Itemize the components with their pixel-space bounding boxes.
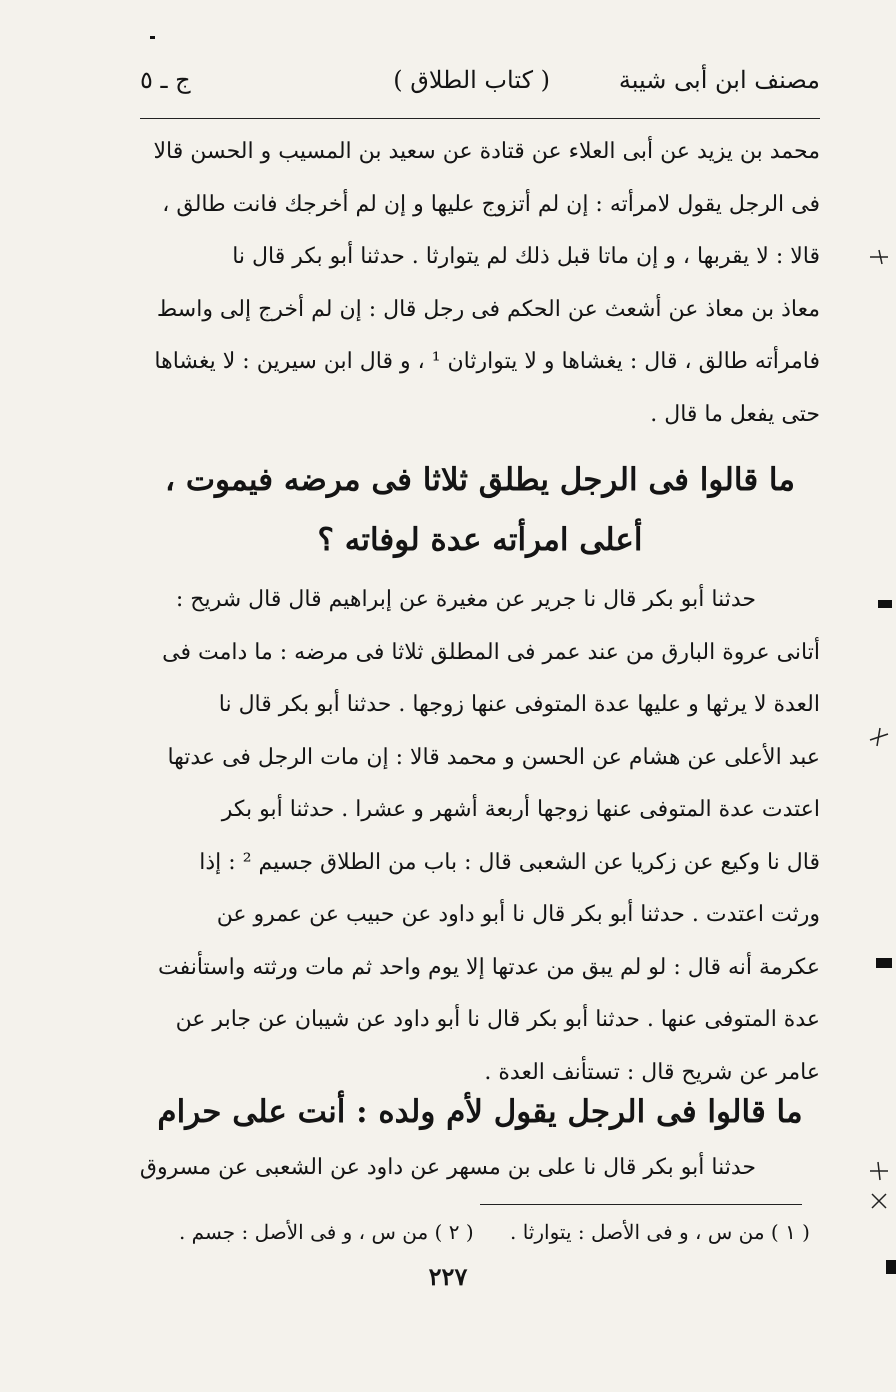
text-line: فى الرجل يقول لامرأته : إن لم أتزوج عليها و إن لم أخرجك فانت طالق ، — [162, 191, 820, 217]
text-line: اعتدت عدة المتوفى عنها زوجها أربعة أشهر و عشرا . حدثنا أبو بكر — [221, 797, 820, 822]
text-line: عامر عن شريح قال : تستأنف العدة . — [484, 1059, 820, 1085]
heading-line: ما قالوا فى الرجل يطلق ثلاثا فى مرضه فيموت ، — [165, 462, 795, 498]
registration-mark-icon — [868, 1160, 890, 1182]
text-line: العدة لا يرثها و عليها عدة المتوفى عنها زوجها . حدثنا أبو بكر قال نا — [218, 692, 820, 717]
text-line: عبد الأعلى عن هشام عن الحسن و محمد قالا : إن مات الرجل فى عدتها — [167, 744, 820, 770]
text-line: حدثنا أبو بكر قال نا على بن مسهر عن داود عن الشعبى عن مسروق — [140, 1155, 756, 1180]
running-header — [140, 66, 820, 110]
heading-line: أعلى امرأته عدة لوفاته ؟ — [317, 522, 643, 558]
heading-line: ما قالوا فى الرجل يقول لأم ولده : أنت على حرام — [157, 1094, 803, 1130]
section-heading-2 — [140, 1084, 820, 1140]
volume-label: ج ـ ٥ — [140, 66, 191, 94]
scan-speck — [150, 36, 155, 39]
text-line: عدة المتوفى عنها . حدثنا أبو بكر قال نا أبو داود عن شيبان عن جابر عن — [175, 1007, 820, 1032]
page-number: ٢٢٧ — [428, 1262, 468, 1291]
text-line: أتانى عروة البارق من عند عمر فى المطلق ثلاثا فى مرضه : ما دامت فى — [162, 639, 820, 665]
text-line: ورثت اعتدت . حدثنا أبو بكر قال نا أبو داود عن حبيب عن عمرو عن — [216, 902, 820, 927]
footnote-1: ( ١ ) من س ، و فى الأصل : يتوارثا . — [510, 1220, 810, 1244]
text-line: فامرأته طالق ، قال : يغشاها و لا يتوارثان ¹ ، و قال ابن سيرين : لا يغشاها — [154, 349, 820, 374]
chapter-title: ( كتاب الطلاق ) — [393, 66, 550, 94]
header-rule — [140, 118, 820, 119]
paragraph-2 — [140, 574, 820, 1099]
footnote-rule — [480, 1204, 802, 1205]
margin-mark — [876, 958, 892, 968]
registration-mark-icon — [868, 726, 890, 748]
book-title: مصنف ابن أبى شيبة — [618, 66, 820, 94]
registration-mark-icon — [868, 1190, 890, 1212]
text-line: محمد بن يزيد عن أبى العلاء عن قتادة عن سعيد بن المسيب و الحسن قالا — [153, 139, 820, 164]
margin-mark — [878, 600, 892, 608]
registration-mark-icon — [868, 246, 890, 268]
footnote-2: ( ٢ ) من س ، و فى الأصل : جسم . — [178, 1220, 474, 1244]
text-line: معاذ بن معاذ عن أشعث عن الحكم فى رجل قال : إن لم أخرج إلى واسط — [156, 296, 820, 322]
text-line: حتى يفعل ما قال . — [650, 401, 820, 427]
paragraph-1 — [140, 126, 820, 441]
text-line: عكرمة أنه قال : لو لم يبق من عدتها إلا يوم واحد ثم مات ورثته واستأنفت — [157, 954, 820, 980]
text-line: حدثنا أبو بكر قال نا جرير عن مغيرة عن إبراهيم قال قال شريح : — [175, 587, 756, 612]
text-line: قالا : لا يقربها ، و إن ماتا قبل ذلك لم يتوارثا . حدثنا أبو بكر قال نا — [232, 244, 820, 269]
text-line: قال نا وكيع عن زكريا عن الشعبى قال : باب من الطلاق جسيم ² : إذا — [199, 849, 820, 875]
paragraph-3 — [140, 1142, 820, 1195]
footnotes — [150, 1220, 810, 1244]
margin-mark — [886, 1260, 896, 1274]
section-heading-1 — [140, 450, 820, 570]
